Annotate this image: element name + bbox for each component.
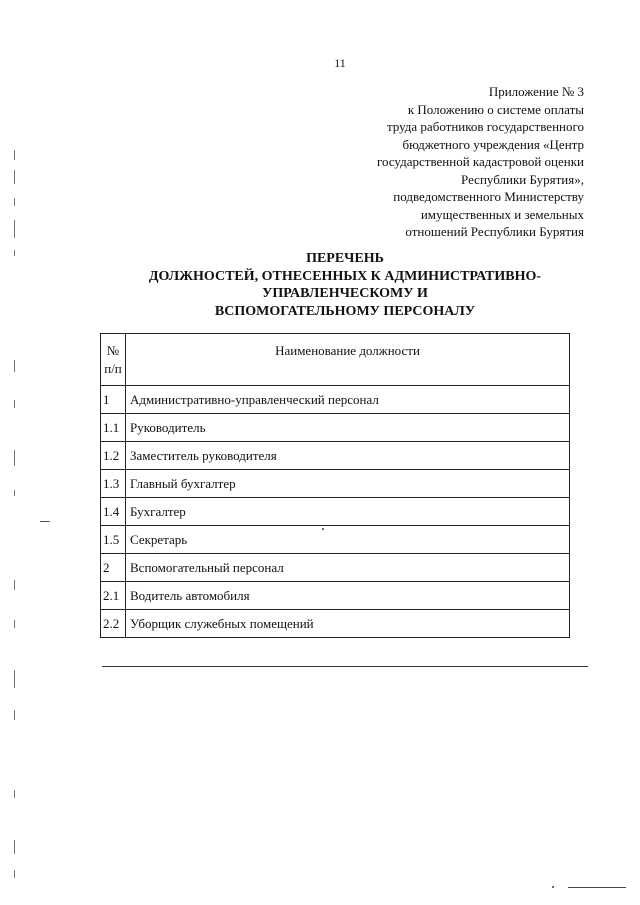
header-name-cell: Наименование должности bbox=[126, 334, 570, 386]
appendix-line: подведомственного Министерству bbox=[393, 189, 584, 204]
document-title bbox=[0, 250, 640, 320]
row-number: 1.2 bbox=[101, 442, 126, 470]
row-number: 1.4 bbox=[101, 498, 126, 526]
title-line: ВСПОМОГАТЕЛЬНОМУ ПЕРСОНАЛУ bbox=[214, 303, 476, 319]
table-row bbox=[101, 582, 570, 610]
appendix-line: труда работников государственного bbox=[386, 119, 584, 134]
row-position-name: Уборщик служебных помещений bbox=[126, 610, 570, 638]
appendix-line: к Положению о системе оплаты bbox=[407, 101, 584, 117]
table-row bbox=[101, 414, 570, 442]
appendix-line: отношений Республики Бурятия bbox=[405, 224, 584, 239]
table-row bbox=[101, 470, 570, 498]
appendix-line: государственной кадастровой оценки bbox=[377, 154, 584, 169]
title-line: ДОЛЖНОСТЕЙ, ОТНЕСЕННЫХ К АДМИНИСТРАТИВНО- bbox=[148, 268, 542, 284]
table-row bbox=[101, 610, 570, 638]
table-row bbox=[101, 498, 570, 526]
header-number-cell bbox=[101, 334, 126, 386]
row-position-name: Заместитель руководителя bbox=[126, 442, 570, 470]
page-number: 11 bbox=[334, 56, 346, 70]
row-number: 1.5 bbox=[101, 526, 126, 554]
row-position-name: Руководитель bbox=[126, 414, 570, 442]
row-position-name: Главный бухгалтер bbox=[126, 470, 570, 498]
appendix-header bbox=[284, 83, 584, 241]
scan-margin-marks bbox=[14, 150, 18, 890]
row-position-name: Вспомогательный персонал bbox=[126, 554, 570, 582]
title-line: УПРАВЛЕНЧЕСКОМУ И bbox=[262, 286, 428, 301]
row-number: 1.1 bbox=[101, 414, 126, 442]
table-row bbox=[101, 526, 570, 554]
row-position-name: Секретарь bbox=[126, 526, 570, 554]
row-number: 1 bbox=[101, 386, 126, 414]
scan-speck bbox=[552, 886, 554, 888]
scan-speck bbox=[322, 528, 324, 530]
row-number: 2.1 bbox=[101, 582, 126, 610]
table-row bbox=[101, 554, 570, 582]
row-position-name: Водитель автомобиля bbox=[126, 582, 570, 610]
row-position-name: Административно-управленческий персонал bbox=[126, 386, 570, 414]
appendix-line: бюджетного учреждения «Центр bbox=[402, 136, 584, 152]
appendix-line: имущественных и земельных bbox=[420, 206, 584, 222]
appendix-line: Республики Бурятия», bbox=[461, 171, 584, 187]
appendix-line: Приложение № 3 bbox=[488, 84, 584, 99]
header-number-abbrev: п/п bbox=[104, 361, 122, 376]
table-header-row bbox=[101, 334, 570, 386]
bottom-divider bbox=[102, 666, 588, 667]
table-row bbox=[101, 386, 570, 414]
row-number: 2 bbox=[101, 554, 126, 582]
row-number: 1.3 bbox=[101, 470, 126, 498]
table-row bbox=[101, 442, 570, 470]
corner-divider bbox=[568, 887, 626, 888]
positions-table bbox=[100, 333, 570, 638]
row-number: 2.2 bbox=[101, 610, 126, 638]
scan-side-dash bbox=[40, 521, 50, 522]
header-number-symbol: № bbox=[106, 343, 120, 358]
row-position-name: Бухгалтер bbox=[126, 498, 570, 526]
title-line: ПЕРЕЧЕНЬ bbox=[306, 251, 384, 266]
